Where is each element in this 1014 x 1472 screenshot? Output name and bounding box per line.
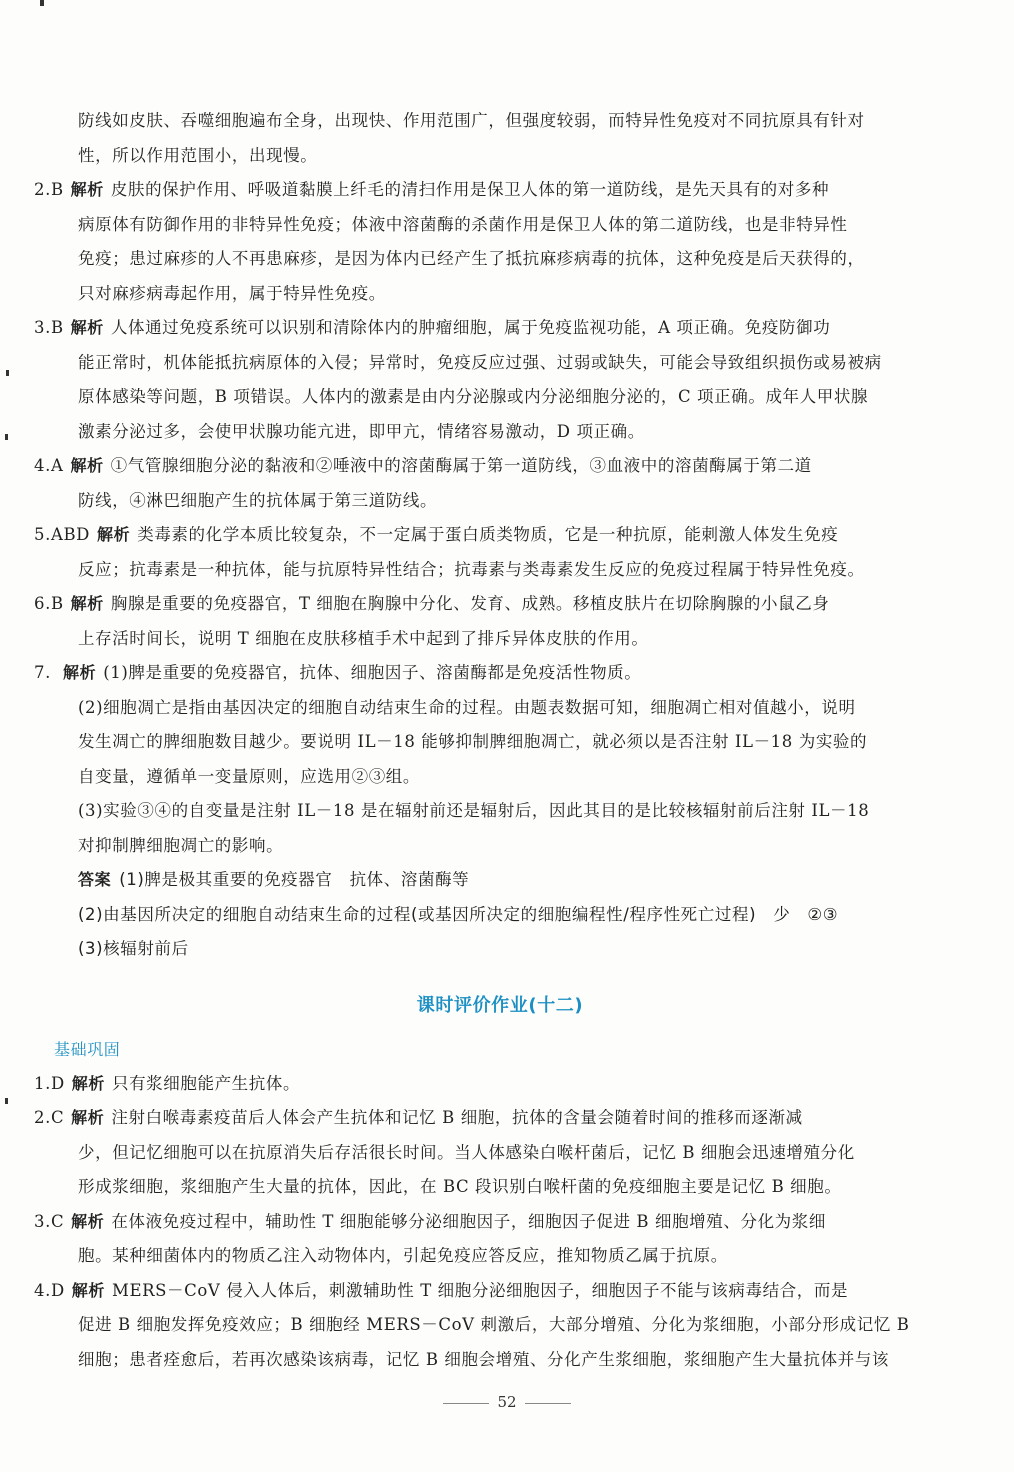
- analysis-text: MERS－CoV 侵入人体后，刺激辅助性 T 细胞分泌细胞因子，细胞因子不能与该病毒结合，而是: [111, 1280, 849, 1300]
- question-number: 2.B: [34, 180, 64, 199]
- analysis-text: (1)脾是重要的免疫器官，抗体、细胞因子、溶菌酶都是免疫活性物质。: [103, 663, 642, 682]
- question-item: [34, 173, 944, 311]
- question-number: 2.C: [34, 1108, 65, 1127]
- analysis-text: 在体液免疫过程中，辅助性 T 细胞能够分泌细胞因子，细胞因子促进 B 细胞增殖、分化为浆细: [111, 1211, 826, 1231]
- analysis-line: 对抑制脾细胞凋亡的影响。: [78, 835, 284, 855]
- section-title: 课时评价作业(十二): [416, 994, 584, 1016]
- analysis-line: 原体感染等问题，B 项错误。人体内的激素是由内分泌腺或内分泌细胞分泌的，C 项正确。成年人甲状腺: [78, 387, 869, 406]
- answer-label: 答案: [78, 870, 112, 889]
- question-number: 4.D: [34, 1280, 65, 1300]
- analysis-first-line: [34, 587, 944, 622]
- analysis-label: 解析: [71, 1211, 105, 1231]
- analysis-first-line: [34, 1067, 944, 1102]
- question-item: [34, 449, 944, 518]
- question-number: 1.D: [34, 1073, 65, 1093]
- analysis-line: 防线，④淋巴细胞产生的抗体属于第三道防线。: [78, 490, 438, 510]
- analysis-line: 激素分泌过多，会使甲状腺功能亢进，即甲亢，情绪容易激动，D 项正确。: [78, 421, 645, 441]
- subsection-heading: 基础巩固: [54, 1039, 121, 1059]
- analysis-line: 反应；抗毒素是一种抗体，能与抗原特异性结合；抗毒素与类毒素发生反应的免疫过程属于特异性免疫。: [78, 559, 865, 579]
- footer-rule: [443, 1403, 489, 1404]
- analysis-text: 胸腺是重要的免疫器官，T 细胞在胸腺中分化、发育、成熟。移植皮肤片在切除胸腺的小鼠乙身: [110, 594, 830, 613]
- analysis-text: 类毒素的化学本质比较复杂，不一定属于蛋白质类物质，它是一种抗原，能刺激人体发生免疫: [137, 525, 839, 544]
- question-item: [34, 587, 944, 656]
- page-footer: [0, 1393, 1014, 1411]
- question-number: 4.A: [34, 456, 64, 475]
- corner-mark: [40, 0, 44, 6]
- answer-line: (3)核辐射前后: [78, 939, 189, 958]
- question-list: [34, 173, 944, 656]
- analysis-line: 病原体有防御作用的非特异性免疫；体液中溶菌酶的杀菌作用是保卫人体的第二道防线，也是非特异性: [78, 214, 848, 234]
- analysis-line: 发生凋亡的脾细胞数目越少。要说明 IL－18 能够抑制脾细胞凋亡，就必须以是否注射 IL－18 为实验的: [78, 732, 868, 751]
- analysis-label: 解析: [71, 1108, 105, 1127]
- analysis-first-line: [34, 1274, 944, 1309]
- analysis-label: 解析: [97, 525, 131, 544]
- analysis-text: 只有浆细胞能产生抗体。: [111, 1073, 301, 1093]
- analysis-line: 胞。某种细菌体内的物质乙注入动物体内，引起免疫应答反应，推知物质乙属于抗原。: [78, 1246, 728, 1265]
- analysis-label: 解析: [71, 1073, 105, 1093]
- margin-mark: [6, 370, 9, 376]
- question-7: 7. 解析 (1)脾是重要的免疫器官，抗体、细胞因子、溶菌酶都是免疫活性物质。 (2)细胞凋亡是指由基因决定的细胞自动结束生命的过程。由题表数据可知，细胞凋亡相对值越小，说明 发生凋亡的脾细胞数目越少。要说明 IL－18 能够抑制脾细胞凋亡，就必须以是否注射 IL－18 为实验的 自变量，遵循单一变量原则，应选用②③组。 (3)实验③④的自变量是注射 IL－18 是在辐射前还是辐射后，因此其目的是比较核辐射前后注射 IL－18 对抑制脾细胞凋亡的影响。 答案 (1)脾是极其重要的免疫器官 抗体、溶菌酶等 (2)由基因所决定的细胞自动结束生命的过程(或基因所决定的细胞编程性/程序性死亡过程) 少 ②③ (3)核辐射前后: [56, 656, 944, 967]
- analysis-line: 形成浆细胞，浆细胞产生大量的抗体，因此，在 BC 段识别白喉杆菌的免疫细胞主要是记忆 B 细胞。: [78, 1177, 842, 1196]
- analysis-label: 解析: [70, 180, 104, 199]
- question-item: [34, 518, 944, 587]
- analysis-line: 促进 B 细胞发挥免疫效应；B 细胞经 MERS－CoV 刺激后，大部分增殖、分化为浆细胞，小部分形成记忆 B: [78, 1315, 910, 1334]
- question-item: [34, 1101, 944, 1205]
- analysis-first-line: [34, 1101, 944, 1136]
- answer-text: (1)脾是极其重要的免疫器官 抗体、溶菌酶等: [119, 870, 470, 889]
- analysis-line: (3)实验③④的自变量是注射 IL－18 是在辐射前还是辐射后，因此其目的是比较核辐射前后注射 IL－18: [78, 801, 870, 820]
- analysis-line: 免疫；患过麻疹的人不再患麻疹，是因为体内已经产生了抵抗麻疹病毒的抗体，这种免疫是后天获得的，: [78, 249, 865, 268]
- analysis-label: 解析: [70, 456, 104, 475]
- analysis-label: 解析: [71, 1280, 105, 1300]
- question-item: [34, 1205, 944, 1274]
- question-item: [34, 1274, 944, 1378]
- analysis-first-line: [34, 173, 944, 208]
- analysis-line: 能正常时，机体能抵抗病原体的入侵；异常时，免疫反应过强、过弱或缺失，可能会导致组织损伤或易被病: [78, 352, 882, 372]
- analysis-line: 只对麻疹病毒起作用，属于特异性免疫。: [78, 283, 386, 303]
- question-list: [34, 1067, 944, 1378]
- analysis-label: 解析: [70, 318, 104, 337]
- analysis-line: (2)细胞凋亡是指由基因决定的细胞自动结束生命的过程。由题表数据可知，细胞凋亡相对值越小，说明: [78, 697, 856, 717]
- question-number: 3.C: [34, 1211, 65, 1231]
- question-number: 6.B: [34, 594, 64, 613]
- page-number: 52: [497, 1393, 517, 1411]
- analysis-text: 皮肤的保护作用、呼吸道黏膜上纤毛的清扫作用是保卫人体的第一道防线，是先天具有的对多种: [110, 180, 830, 199]
- footer-rule: [525, 1403, 571, 1404]
- question-item: [34, 311, 944, 449]
- question-number: 3.B: [34, 318, 64, 337]
- analysis-line: 少，但记忆细胞可以在抗原消失后存活很长时间。当人体感染白喉杆菌后，记忆 B 细胞会迅速增殖分化: [78, 1142, 855, 1162]
- analysis-first-line: [34, 311, 944, 346]
- question-item: [34, 1067, 944, 1102]
- analysis-first-line: [34, 518, 944, 553]
- margin-mark: [5, 434, 8, 440]
- answer-line: (2)由基因所决定的细胞自动结束生命的过程(或基因所决定的细胞编程性/程序性死亡过程) 少 ②③: [78, 904, 839, 924]
- intro-line: 防线如皮肤、吞噬细胞遍布全身，出现快、作用范围广，但强度较弱，而特异性免疫对不同抗原具有针对: [78, 111, 865, 130]
- answer-content: [34, 104, 944, 1377]
- analysis-label: 解析: [63, 663, 97, 682]
- analysis-first-line: [34, 449, 944, 484]
- question-number: 5.ABD: [34, 525, 91, 544]
- margin-mark: [5, 1098, 8, 1104]
- analysis-text: ①气管腺细胞分泌的黏液和②唾液中的溶菌酶属于第一道防线，③血液中的溶菌酶属于第二道: [110, 456, 812, 475]
- analysis-line: 上存活时间长，说明 T 细胞在皮肤移植手术中起到了排斥异体皮肤的作用。: [78, 628, 649, 648]
- analysis-first-line: [34, 1205, 944, 1240]
- analysis-text: 注射白喉毒素疫苗后人体会产生抗体和记忆 B 细胞，抗体的含量会随着时间的推移而逐渐减: [111, 1108, 803, 1127]
- analysis-line: 自变量，遵循单一变量原则，应选用②③组。: [78, 766, 420, 786]
- analysis-text: 人体通过免疫系统可以识别和清除体内的肿瘤细胞，属于免疫监视功能，A 项正确。免疫防御功: [110, 318, 831, 337]
- analysis-label: 解析: [70, 594, 104, 613]
- analysis-line: 细胞；患者痊愈后，若再次感染该病毒，记忆 B 细胞会增殖、分化产生浆细胞，浆细胞产生大量抗体并与该: [78, 1349, 890, 1369]
- intro-line: 性，所以作用范围小，出现慢。: [78, 145, 318, 165]
